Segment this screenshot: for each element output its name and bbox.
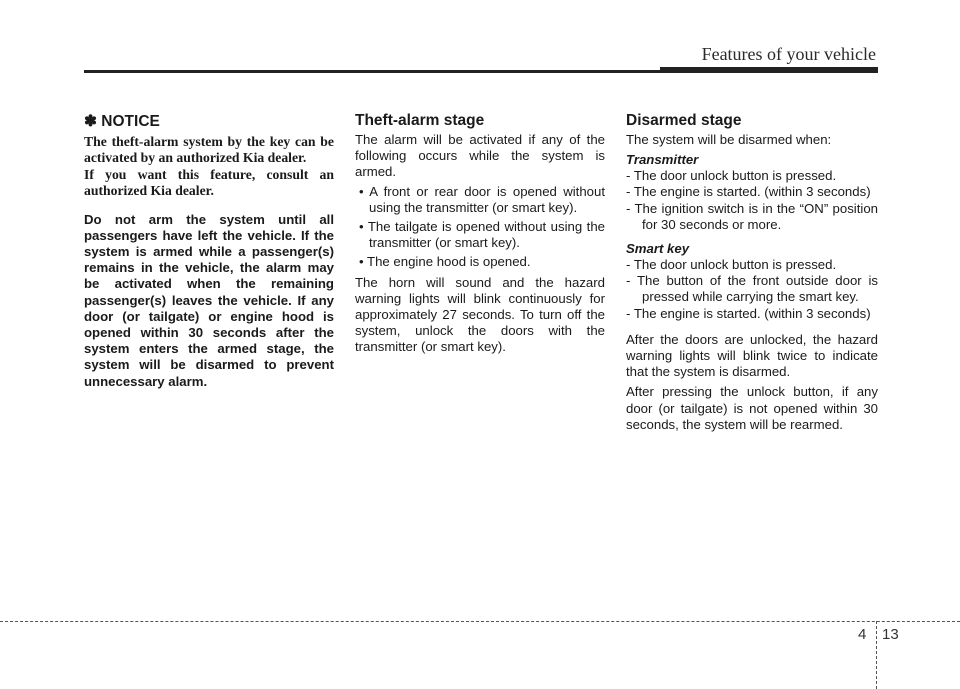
list-item: - The door unlock button is pressed. [626, 257, 837, 273]
footer-rule [0, 621, 960, 622]
page-number: 13 [882, 626, 899, 643]
notice-column [84, 112, 334, 390]
list-item: - The ignition switch is in the “ON” position for 30 seconds or more. [626, 200, 878, 232]
notice-dealer-line: The theft-alarm system by the key can be activated by an authorized Kia dealer. [84, 134, 334, 166]
list-item: - The engine is started. (within 3 seconds) [626, 305, 871, 321]
footer-divider [876, 621, 877, 689]
chapter-number: 4 [858, 626, 867, 643]
theft-alarm-column [355, 112, 605, 356]
section-title: Features of your vehicle [701, 44, 876, 64]
disarmed-intro: The system will be disarmed when: [626, 132, 832, 147]
theft-alarm-heading: Theft-alarm stage [355, 112, 485, 129]
list-item: - The door unlock button is pressed. [626, 168, 837, 184]
list-item: - The button of the front outside door is pressed while carrying the smart key. [626, 273, 878, 305]
theft-alarm-intro: The alarm will be activated if any of the following occurs while the system is armed. [355, 132, 605, 180]
header-rule-accent [660, 67, 878, 73]
notice-consult-line: If you want this feature, consult an authorized Kia dealer. [84, 166, 334, 199]
disarmed-column [626, 112, 878, 433]
list-item: • The engine hood is opened. [359, 254, 531, 270]
list-item: • A front or rear door is opened without using the transmitter (or smart key). [359, 183, 605, 215]
theft-alarm-outro: The horn will sound and the hazard warning lights will blink continuously for approximately 27 seconds. To turn off the system, unlock the doors with the transmitter (or smart key). [355, 274, 605, 355]
notice-title: ✽ NOTICE [84, 113, 160, 130]
list-item: - The engine is started. (within 3 seconds) [626, 184, 871, 200]
disarmed-para-1: After the doors are unlocked, the hazard warning lights will blink twice to indicate that the system is disarmed. [626, 331, 878, 380]
disarmed-heading: Disarmed stage [626, 112, 742, 129]
notice-warning: Do not arm the system until all passengers have left the vehicle. If the system is armed while a passenger(s) remains in the vehicle, the alarm may be activated when the remaining passenger(s) leaves the vehicle. If any door (or tailgate) or engine hood is opened within 30 seconds after the system enters the armed stage, the system will be disarmed to prevent unnecessary alarm. [84, 211, 334, 389]
disarmed-para-2: After pressing the unlock button, if any door (or tailgate) is not opened within 30 seconds, the system will be rearmed. [626, 384, 878, 432]
smart-key-subheading: Smart key [626, 241, 690, 257]
list-item: • The tailgate is opened without using the transmitter (or smart key). [359, 219, 605, 251]
transmitter-subheading: Transmitter [626, 152, 699, 168]
